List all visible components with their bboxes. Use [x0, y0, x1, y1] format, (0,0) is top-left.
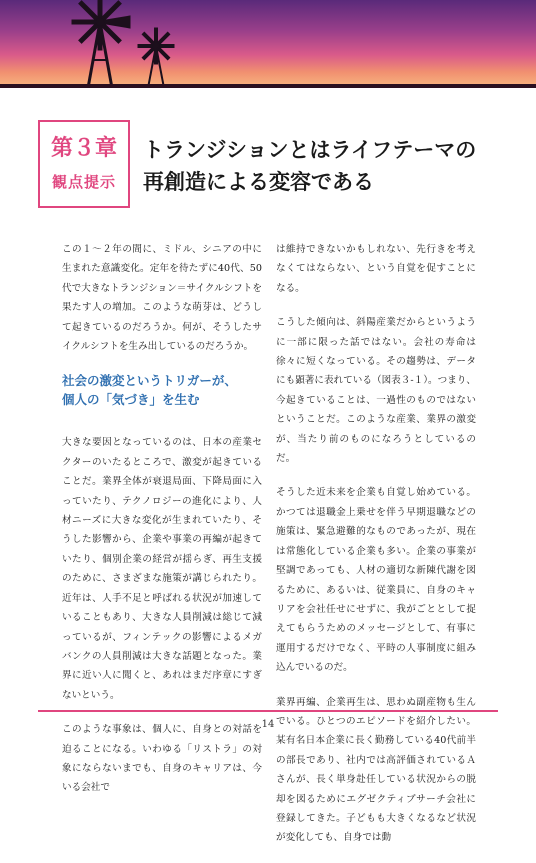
paragraph: このような事象は、個人に、自身との対話を迫ることになる。いわゆる「リストラ」の対象にならないまでも、自身のキャリアは、今いる会社で: [62, 724, 262, 794]
paragraph: は維持できないかもしれない、先行きを考えなくてはならない、という自覚を促すことになる。: [276, 244, 476, 294]
chapter-title-line-1: トランジションとはライフテーマの: [143, 138, 477, 162]
windmill-silhouette: [0, 0, 536, 88]
section-heading-line-2: 個人の「気づき」を生む: [62, 392, 200, 408]
paragraph: こうした傾向は、斜陽産業だからというように一部に限った話ではない。会社の寿命は徐々に短くなっている。その趨勢は、データにも顕著に表れている（図表３-１）。つまり、今起きていることは、一過性のものではないということだ。このような産業、業界の激変が、当たり前のものになろうとしているのだ。: [276, 317, 476, 465]
footer-divider: [38, 710, 498, 712]
chapter-badge: [38, 120, 130, 208]
section-heading-line-1: 社会の激変というトリガーが、: [62, 373, 237, 389]
chapter-number: 第３章: [50, 136, 117, 162]
chapter-title-line-2: 再創造による変容である: [143, 170, 374, 194]
paragraph: 業界再編、企業再生は、思わぬ副産物も生んでいる。ひとつのエピソードを紹介したい。某有名日本企業に長く勤務している40代前半の部長であり、社内では高評価されているＡさんが、長く単身赴任している状況からの脱却を図るためにエグゼクティブサーチ会社に登録してきた。子どもも大きくなるなど状況が変化しても、自身では動: [276, 696, 476, 844]
paragraph: この１～２年の間に、ミドル、シニアの中に生まれた意識変化。定年を待たずに40代、50代で大きなトランジション＝サイクルシフトを果たす人の増加。このような萌芽は、どうして起きているのだろうか。何が、そうしたサイクルシフトを生み出しているのだろうか。: [62, 244, 262, 353]
paragraph: そうした近未来を企業も自覚し始めている。かつては退職金上乗せを伴う早期退職などの施策は、緊急避難的なものであったが、現在は常態化している企業も多い。企業の事業が堅調であっても、人材の適切な新陳代謝を図るために、あるいは、従業員に、自身のキャリアを会社任せにせずに、我がごととして捉えてもらうためのメッセージとして、有事に運用するだけでなく、平時の人事制度に組み込んでいるのだ。: [276, 487, 476, 674]
chapter-title: [143, 134, 513, 198]
section-heading: [62, 371, 262, 409]
page-number: 14: [261, 719, 275, 730]
right-column: [276, 240, 476, 863]
chapter-label: 観点提示: [51, 172, 116, 191]
banner-image: [0, 0, 536, 88]
paragraph: 大きな要因となっているのは、日本の産業セクターのいたるところで、激変が起きていることだ。業界全体が衰退局面、下降局面に入っていたり、テクノロジーの進化により、人材ニーズに大きな変化が生まれていたり、そうした影響から、企業や事業の再編が起きていたり、個別企業の経営が揺らぎ、再生支援のために、さまざまな施策が講じられたり。近年は、人手不足と呼ばれる状況が加速していることもあり、大きな人員削減は総じて減っているが、フィンテックの影響によるメガバンクの人員削減は大きな話題となった。業界に近い人に聞くと、あれはまだ序章にすぎないという。: [62, 437, 262, 701]
